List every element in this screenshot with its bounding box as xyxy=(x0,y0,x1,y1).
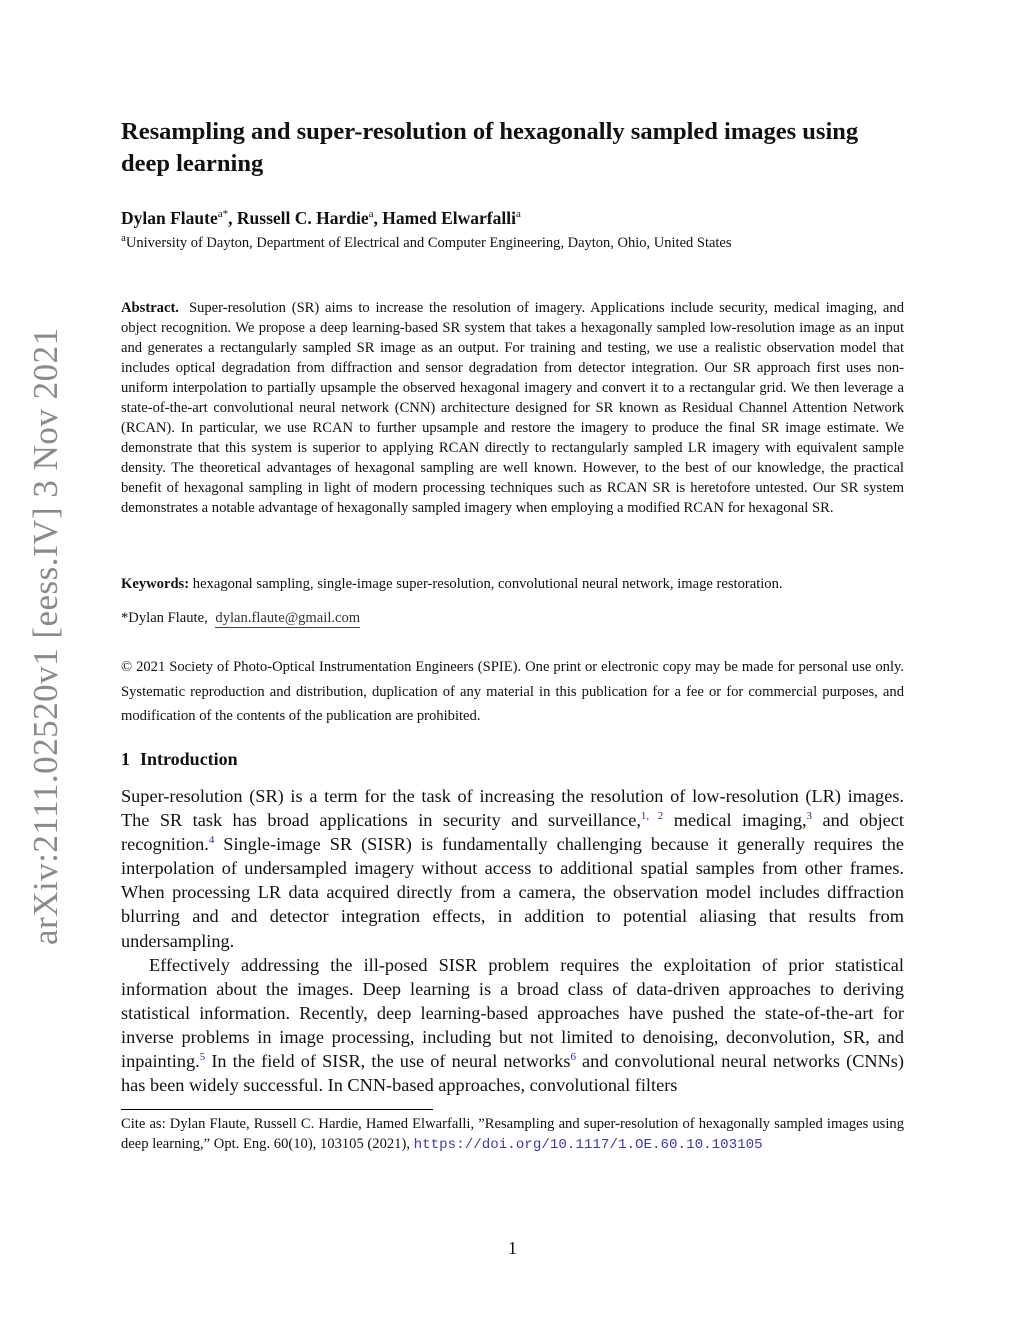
abstract-label: Abstract. xyxy=(121,300,179,316)
citation-ref[interactable]: 4 xyxy=(208,834,215,847)
affiliation: $^a$University of Dayton, Department of Electrical and Computer Engineering, Dayton, Ohio, United States xyxy=(121,232,732,251)
citation-footnote: Cite as: Dylan Flaute, Russell C. Hardie, Hamed Elwarfalli, ”Resampling and super-resolution of hexagonally sampled images using deep learning,” Opt. Eng. 60(10), 103105 (2021), https://doi.org/10.1117/1.OE.60.10.103105 xyxy=(121,1116,904,1153)
page-number: 1 xyxy=(508,1238,517,1258)
abstract-text: Super-resolution (SR) aims to increase the resolution of imagery. Applications include security, medical imaging, and object recognition. We propose a deep learning-based SR system that takes a hexagonally sampled low-resolution image as an input and generates a rectangularly sampled SR image as an output. For training and testing, we use a realistic observation model that includes optical degradation from diffraction and sensor degradation from detector integration. Our SR approach first uses non-uniform interpolation to partially upsample the observed hexagonal imagery and convert it to a rectangular grid. We then leverage a state-of-the-art convolutional neural network (CNN) architecture designed for SR known as Residual Channel Attention Network (RCAN). In particular, we use RCAN to further upsample and restore the imagery to produce the final SR image estimate. We demonstrate that this system is superior to applying RCAN directly to rectangularly sampled LR imagery with equivalent sample density. The theoretical advantages of hexagonal sampling are well known. However, to the best of our knowledge, the practical benefit of hexagonal sampling in light of modern processing techniques such as RCAN SR is heretofore untested. Our SR system demonstrates a notable advantage of hexagonally sampled imagery when employing a modified RCAN for hexagonal SR. xyxy=(121,300,904,516)
section-heading: 1 Introduction xyxy=(121,749,238,769)
author: Dylan Flaute$^{a*}$, xyxy=(121,208,237,228)
keywords: Keywords: hexagonal sampling, single-image super-resolution, convolutional neural network, image restoration. xyxy=(121,576,783,592)
citation-ref[interactable]: 3 xyxy=(806,810,813,822)
abstract xyxy=(121,298,904,518)
intro-paragraph-1: Super-resolution (SR) is a term for the task of increasing the resolution of low-resolution (LR) images. The SR task has broad applications in security and surveillance,$^{1, 2}$ medical imaging,$^3$ and object recognition.$^4$ Single-image SR (SISR) is fundamentally challenging because it generally requires the interpolation of undersampled imagery without access to additional spatial samples from other frames. When processing LR data acquired directly from a camera, the observation model includes diffraction blurring and and detector integration effects, in addition to potential aliasing that results from undersampling. xyxy=(121,786,904,951)
citation-ref[interactable]: 6 xyxy=(570,1051,576,1064)
arxiv-identifier: arXiv:2111.02520v1 [eess.IV] 3 Nov 2021 xyxy=(26,327,65,945)
corresponding-author: *Dylan Flaute, dylan.flaute@gmail.com xyxy=(121,610,361,626)
copyright-notice: © 2021 Society of Photo-Optical Instrumentation Engineers (SPIE). One print or electronic copy may be made for personal use only. Systematic reproduction and distribution, duplication of any material in this publication for a fee or for commercial purposes, and modification of the contents of the publication are prohibited. xyxy=(121,659,904,724)
paper-title: Resampling and super-resolution of hexagonally sampled images using deep learning xyxy=(121,118,859,177)
citation-ref[interactable]: 1, 2 xyxy=(640,810,664,822)
citation-ref[interactable]: 5 xyxy=(199,1051,206,1064)
footnote-rule xyxy=(121,1109,433,1110)
author: Russell C. Hardie$^a$, xyxy=(236,208,383,228)
author: Hamed Elwarfalli$^a$ xyxy=(382,208,521,228)
doi-link[interactable]: https://doi.org/10.1117/1.OE.60.10.103105 xyxy=(413,1137,763,1153)
author-list xyxy=(121,208,521,229)
author-email-link[interactable]: dylan.flaute@gmail.com xyxy=(215,610,361,626)
intro-paragraph-2: Effectively addressing the ill-posed SISR problem requires the exploitation of prior statistical information about the images. Deep learning is a broad class of data-driven approaches to deriving statistical information. Recently, deep learning-based approaches have pushed the state-of-the-art for inverse problems in image processing, including but not limited to denoising, deconvolution, SR, and inpainting.$^5$ In the field of SISR, the use of neural networks$^6$ and convolutional neural networks (CNNs) has been widely successful. In CNN-based approaches, convolutional filters xyxy=(121,955,904,1096)
